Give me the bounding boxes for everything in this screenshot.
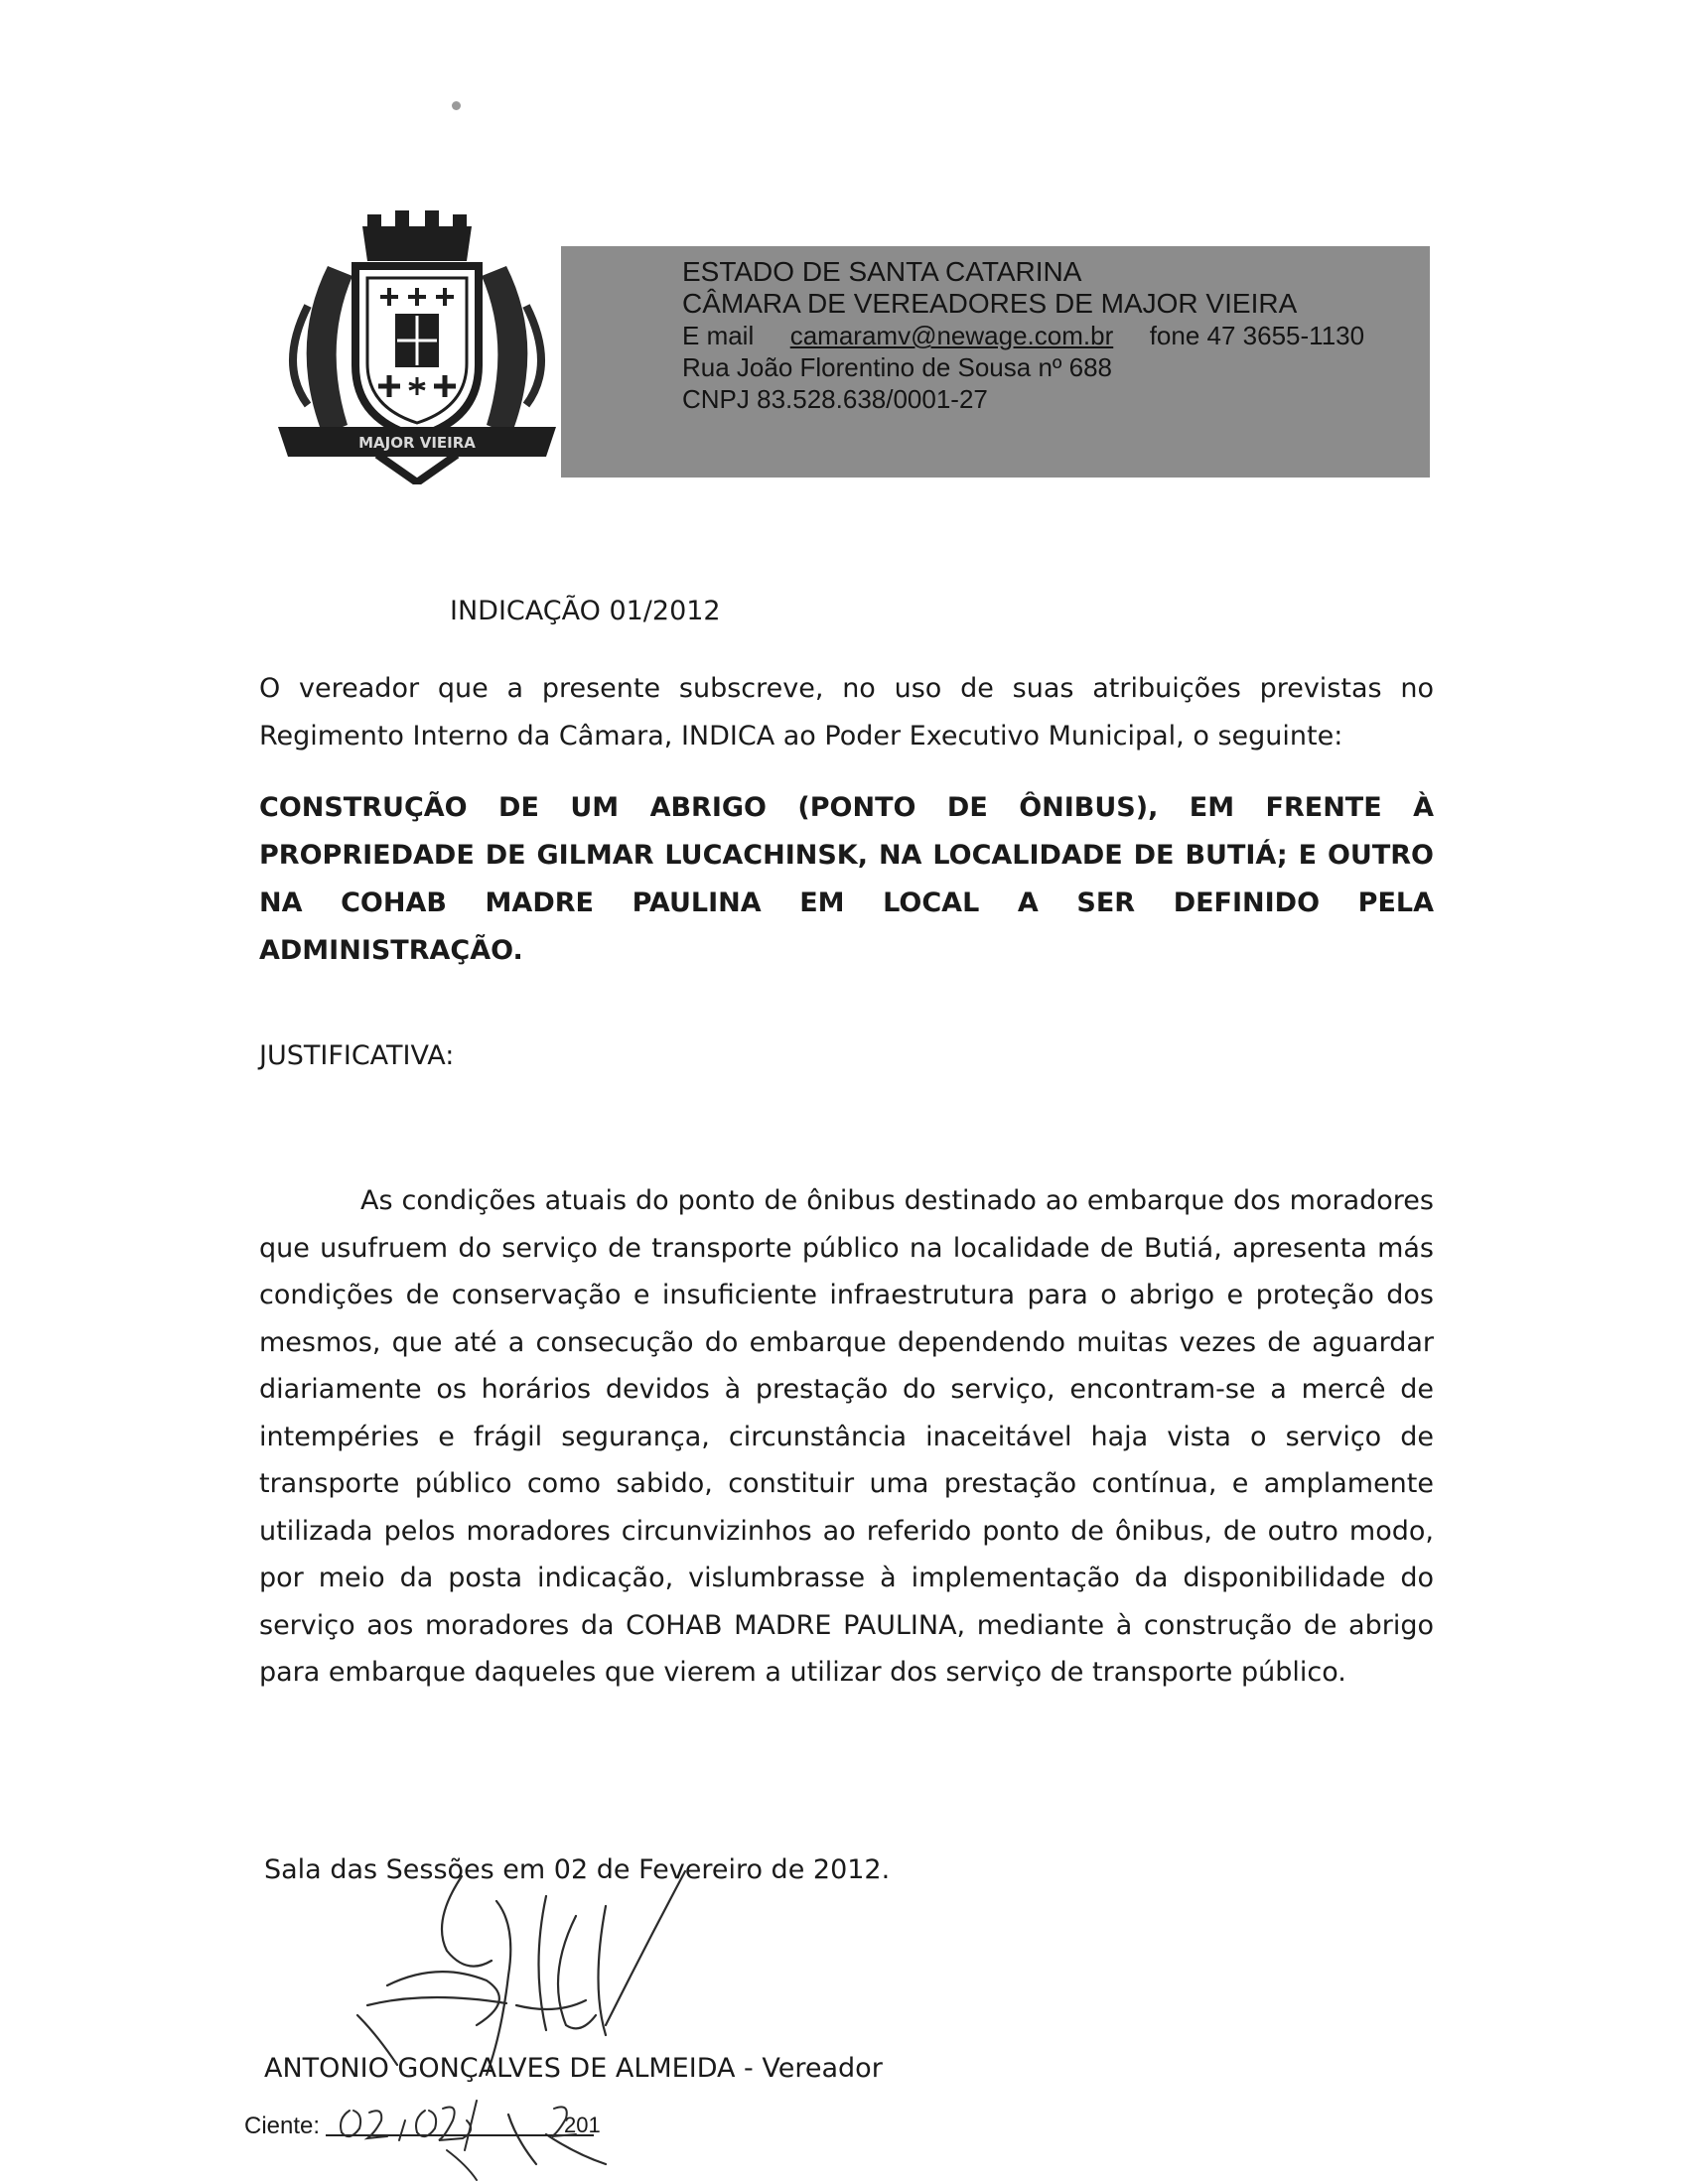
letterhead-box — [561, 246, 1430, 478]
coat-of-arms-banner: MAJOR VIEIRA — [358, 434, 476, 452]
header-chamber: CÂMARA DE VEREADORES DE MAJOR VIEIRA — [682, 288, 1298, 319]
header-contact — [682, 320, 1430, 351]
intro-paragraph: O vereador que a presente subscreve, no uso de suas atribuições previstas no Regimento Interno da Câmara, INDICA ao Poder Executivo Municipal, o seguinte: — [259, 673, 1434, 751]
document-title: INDICAÇÃO 01/2012 — [450, 596, 721, 626]
justification-paragraph: As condições atuais do ponto de ônibus destinado ao embarque dos moradores que usufruem do serviço de transporte público na localidade de Butiá, apresenta más condições de conservação e insuficiente infraestrutura para o abrigo e proteção dos mesmos, que até a consecução do embarque dependendo muitas vezes de aguardar diariamente os horários devidos à prestação do serviço, encontram-se a mercê de intempéries e frágil segurança, circunstância inaceitável haja vista o serviço de transporte público como sabido, constituir uma prestação contínua, e amplamente utilizada pelos moradores circunvizinhos ao referido ponto de ônibus, de outro modo, por meio da posta indicação, vislumbrasse à implementação da disponibilidade do serviço aos moradores da COHAB MADRE PAULINA, mediante à construção de abrigo para embarque daqueles que vierem a utilizar dos serviço de transporte público. — [259, 1185, 1434, 1688]
scan-speck — [452, 101, 461, 110]
closing-line: Sala das Sessões em 02 de Fevereiro de 2012. — [264, 1854, 891, 1885]
header-phone: fone 47 3655-1130 — [1149, 321, 1365, 350]
header-email-link[interactable]: camaramv@newage.com.br — [789, 321, 1114, 350]
header-email-label: E mail — [682, 321, 755, 350]
coat-of-arms-icon — [268, 206, 566, 484]
justification-label: JUSTIFICATIVA: — [259, 1040, 455, 1071]
header-cnpj: CNPJ 83.528.638/0001-27 — [682, 384, 988, 414]
header-state: ESTADO DE SANTA CATARINA — [682, 256, 1082, 287]
subject-paragraph: CONSTRUÇÃO DE UM ABRIGO (PONTO DE ÔNIBUS), EM FRENTE À PROPRIEDADE DE GILMAR LUCACHINSK, NA LOCALIDADE DE BUTIÁ; E OUTRO NA COHAB MADRE PAULINA EM LOCAL A SER DEFINIDO PELA ADMINISTRAÇÃO. — [259, 792, 1434, 966]
signer-name: ANTONIO GONÇALVES DE ALMEIDA - Vereador — [264, 2053, 883, 2084]
header-address: Rua João Florentino de Sousa nº 688 — [682, 352, 1113, 382]
ciente-label: Ciente: — [244, 2113, 321, 2139]
ciente-year: 201 — [564, 2113, 601, 2137]
handwritten-ciente-date — [328, 2081, 626, 2184]
